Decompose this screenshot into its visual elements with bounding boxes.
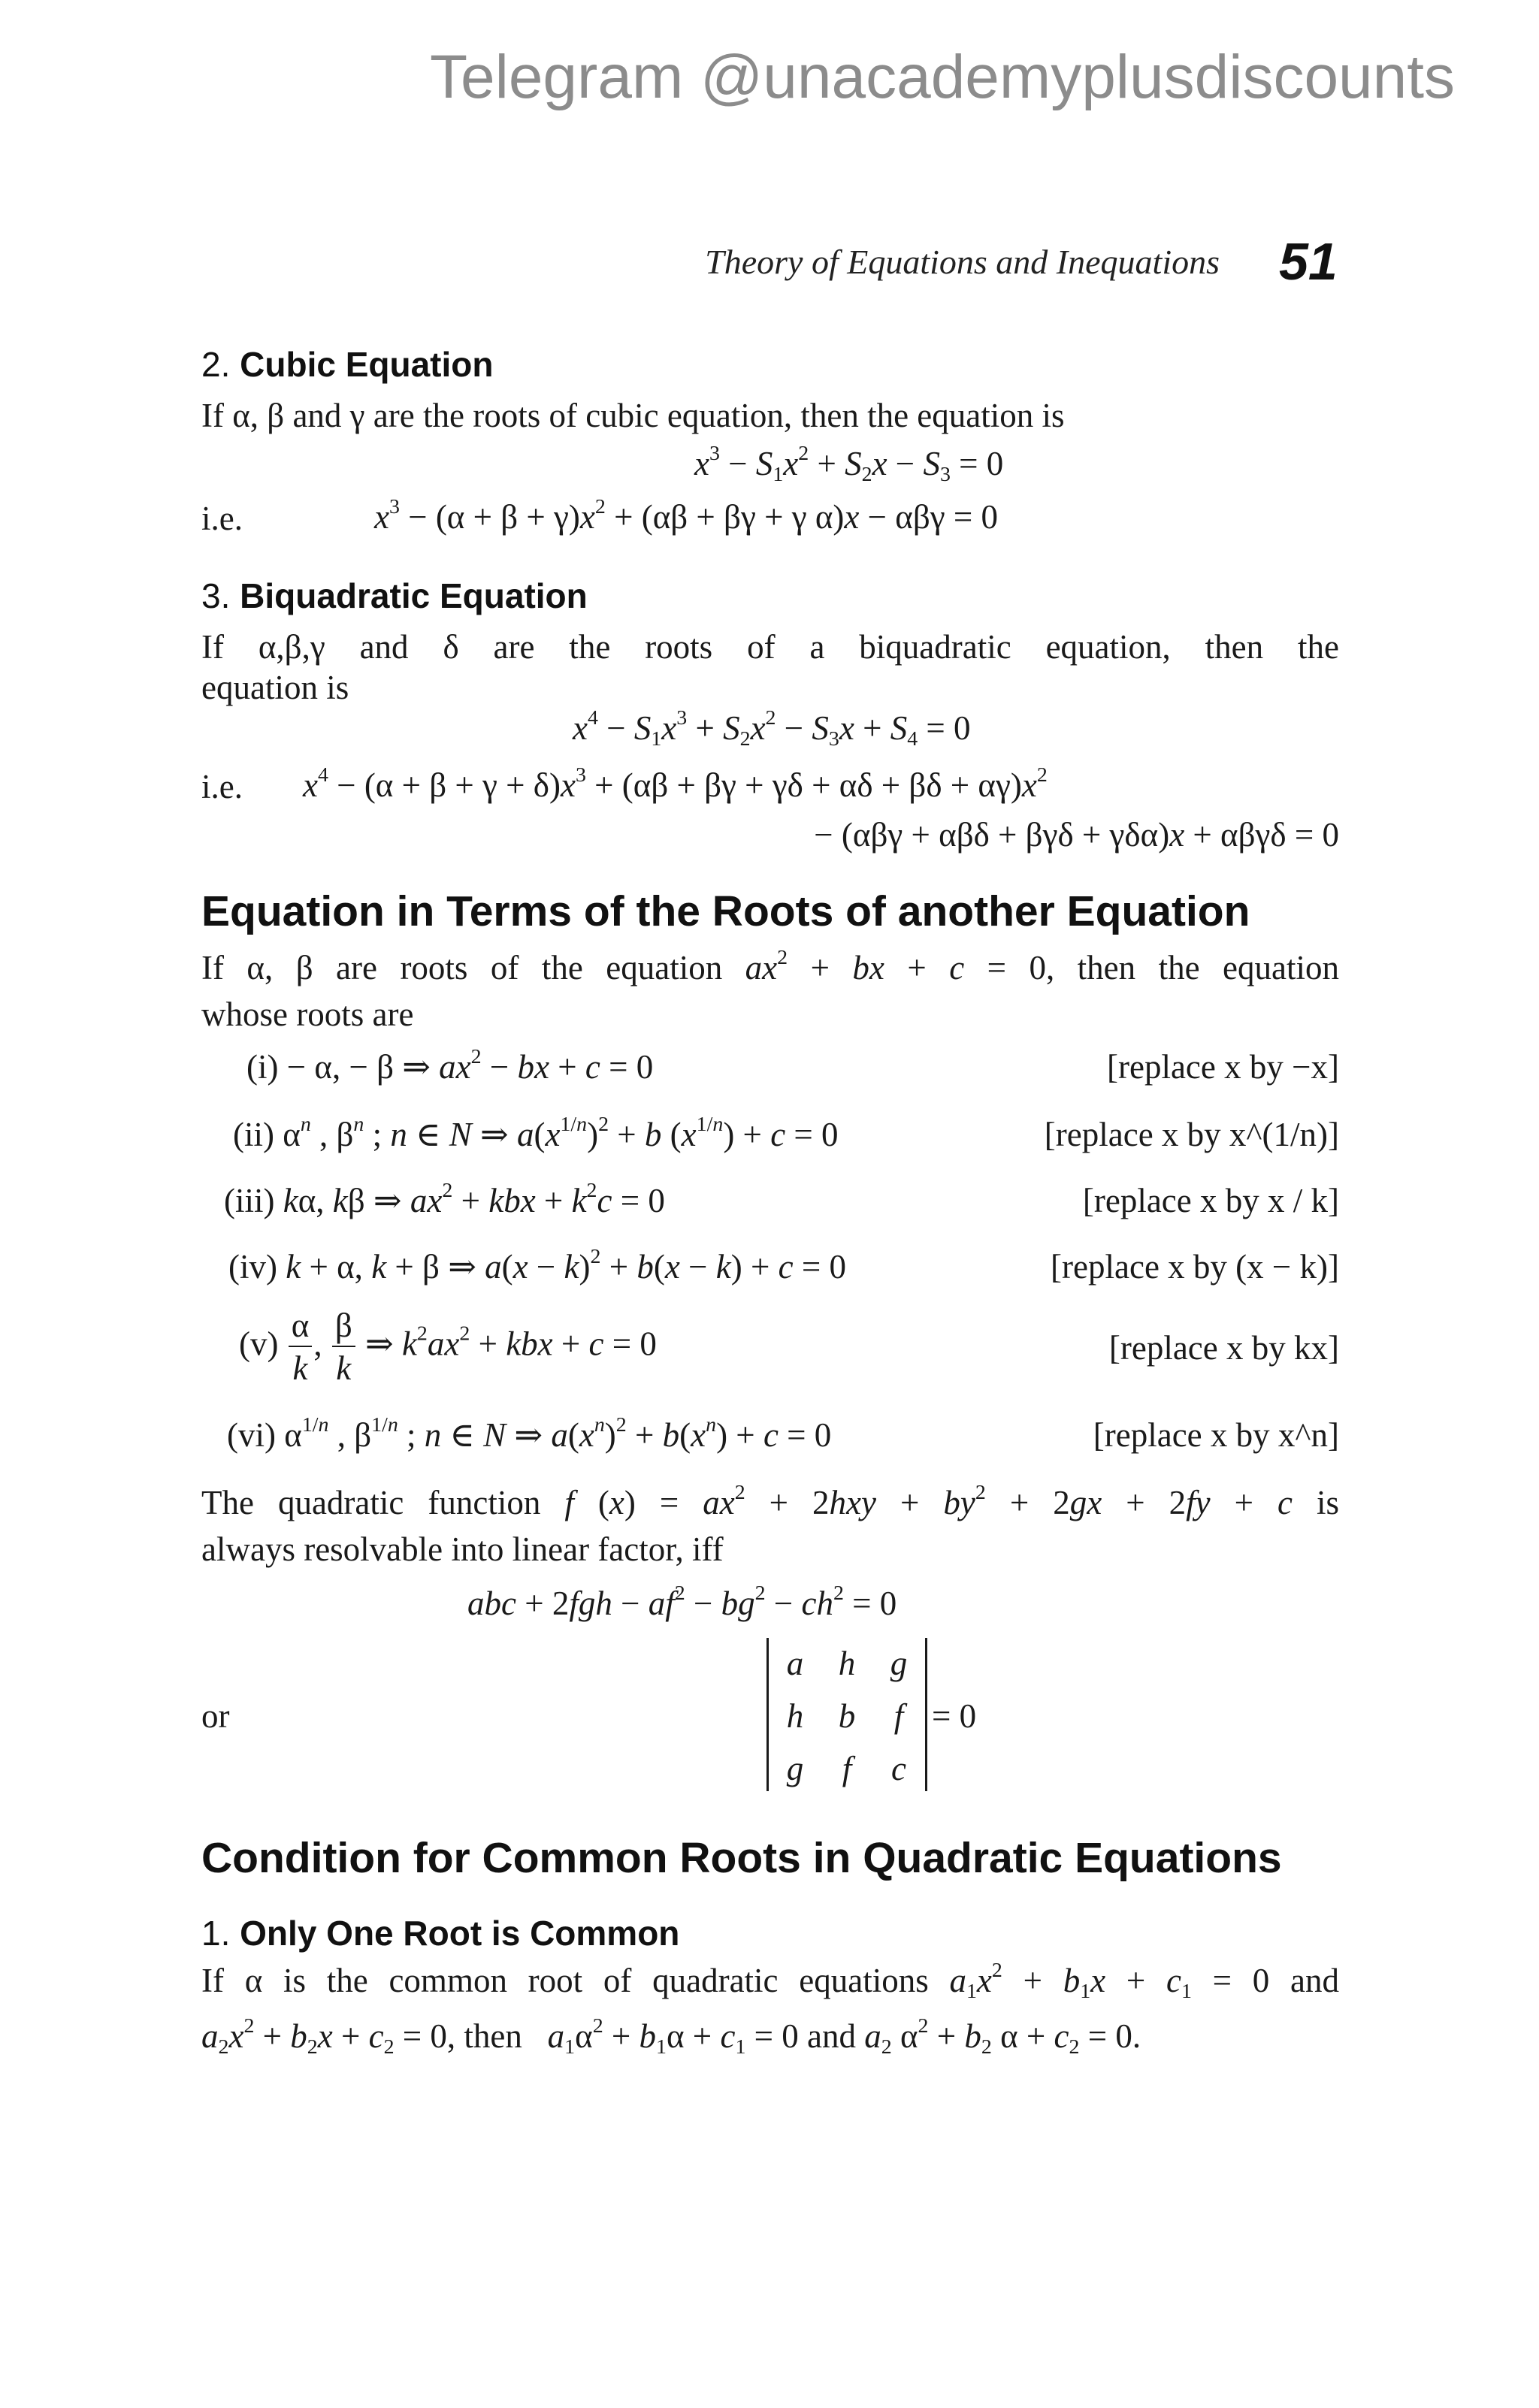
only-one-root-title: Only One Root is Common [240,1914,680,1953]
only-one-root-heading [201,1913,679,1953]
cubic-intro: If α, β and γ are the roots of cubic equation, then the equation is [201,397,1065,434]
biquadratic-equation: $x^4 - S_1x^3 + S_2x^2 - S_3x + S_4 = 0$ [573,705,971,751]
cubic-heading [201,344,493,385]
determinant-equals-zero: = 0 [932,1697,977,1735]
det-cell-1-3: g [890,1645,908,1682]
cubic-equation: $x^3 - S_1x^2 + S_2x - S_3 = 0$ [694,441,1004,486]
item-1-label: (i) [246,1048,279,1086]
transform-item-4: (iv) k + α, k + β ⇒ $a(x - k)^2 + b(x - k) + c = 0$ [228,1244,846,1286]
det-cell-1-2: h [838,1645,856,1682]
item-3-note: [replace x by x / k] [1082,1182,1339,1219]
quadratic-function-line1: The quadratic function f $(x) = ax^2 + 2hxy + by^2 + 2gx + 2fy + c$ is [201,1480,1339,1521]
det-cell-3-1: g [786,1750,804,1787]
det-cell-3-2: f [842,1750,852,1787]
cubic-heading-number: 2. [201,345,231,384]
item-2-note: [replace x by x^(1/n)] [1044,1116,1339,1153]
cubic-heading-title: Cubic Equation [240,345,494,384]
determinant-matrix [766,1638,927,1791]
det-cell-2-1: h [786,1697,804,1735]
biquadratic-intro-line1: If α,β,γ and δ are the roots of a biquadratic equation, then the [201,628,1339,666]
transform-intro-line1: If α, β are roots of the equation $ax^2$ + bx + c = 0, then the equation [201,945,1339,986]
biquadratic-ie-label: i.e. [201,768,243,805]
or-label: or [201,1697,230,1735]
det-cell-1-1: a [786,1645,804,1682]
resolvability-condition: abc + $2fgh - af^2 - bg^2 - ch^2 = 0$ [467,1581,897,1622]
biquadratic-heading [201,576,588,616]
common-root-line1: If α is the common root of quadratic equations $a_1x^2 + b_1x + c_1 = 0$ and [201,1958,1339,2003]
det-cell-2-2: b [838,1697,856,1735]
running-title: Theory of Equations and Inequations [705,243,1220,281]
cubic-ie-label: i.e. [201,500,243,537]
biquadratic-expanded-line1: $x^4 - (\alpha + \beta + \gamma + \delta)x^3 + (\alpha\beta + \beta\gamma + \gamma\delta + \alpha\delta + \beta\delta + \alpha\gamma)x^2$ [303,763,1048,804]
cubic-expanded-equation: $x^3 - (\alpha + \beta + \gamma)x^2 + (\alpha\beta + \beta\gamma + \gamma$ α)x − αβγ = 0 [374,494,999,536]
transform-intro-line2: whose roots are [201,996,414,1033]
transform-item-6: (vi) $\alpha^{1/n}$ , $\beta^{1/n}$ ; n ∈ N ⇒ $a(x^n)^2 + b(x^n) + c = 0$ [227,1412,832,1454]
det-cell-2-3: f [893,1697,904,1735]
item-6-note: [replace x by x^n] [1093,1416,1339,1454]
transform-item-1: (i) − α, − β ⇒ $ax^2$ − bx + c = 0 [246,1044,654,1086]
transform-item-5: (v) $\frac{\alpha}{k}$ , $\frac{\beta}{k}$ ⇒ $k^2ax^2$ + kbx + c = 0 [239,1307,657,1387]
quadratic-function-line2: always resolvable into linear factor, iff [201,1530,724,1568]
common-root-line2: $a_2x^2 + b_2x + c_2 = 0$, then $a_1\alpha^2 + b_1\alpha + c_1 = 0$ and $a_2$ $\alpha^2 + b_2$ $\alpha + c_2 = 0$. [201,2014,1141,2059]
beta-over-k-fraction: $\frac{\beta}{k}$ [332,1309,355,1385]
biquadratic-heading-number: 3. [201,576,231,615]
item-4-label: (iv) [228,1248,277,1286]
transform-item-3: (iii) kα, kβ ⇒ $ax^2$ + kbx + $k^2c = 0$ [224,1178,665,1219]
item-4-note: [replace x by (x − k)] [1051,1248,1339,1286]
item-5-note: [replace x by kx] [1108,1329,1339,1367]
item-2-label: (ii) [233,1116,274,1153]
transform-section-title: Equation in Terms of the Roots of another Equation [201,887,1250,935]
transform-item-2: (ii) $\alpha^n$ , $\beta^n$ ; n ∈ N ⇒ $a(x^{1/n})^2 + b$ $(x^{1/n}) + c = 0$ [233,1112,839,1153]
biquadratic-expanded-line2: − (αβγ + αβδ + βγδ + γδα)x + αβγδ = 0 [814,816,1339,854]
item-1-note: [replace x by −x] [1107,1048,1339,1086]
alpha-over-k-fraction: $\frac{\alpha}{k}$ [289,1309,313,1385]
biquadratic-heading-title: Biquadratic Equation [240,576,588,615]
page-number: 51 [1279,232,1338,291]
item-5-label: (v) [239,1325,279,1363]
watermark-text: Telegram @unacademyplusdiscounts [430,43,1456,111]
biquadratic-intro-line2: equation is [201,669,349,706]
common-roots-section-title: Condition for Common Roots in Quadratic Equations [201,1834,1282,1882]
only-one-root-number: 1. [201,1914,231,1953]
item-3-label: (iii) [224,1182,275,1219]
item-6-label: (vi) [227,1416,276,1454]
det-cell-3-3: c [891,1750,906,1787]
